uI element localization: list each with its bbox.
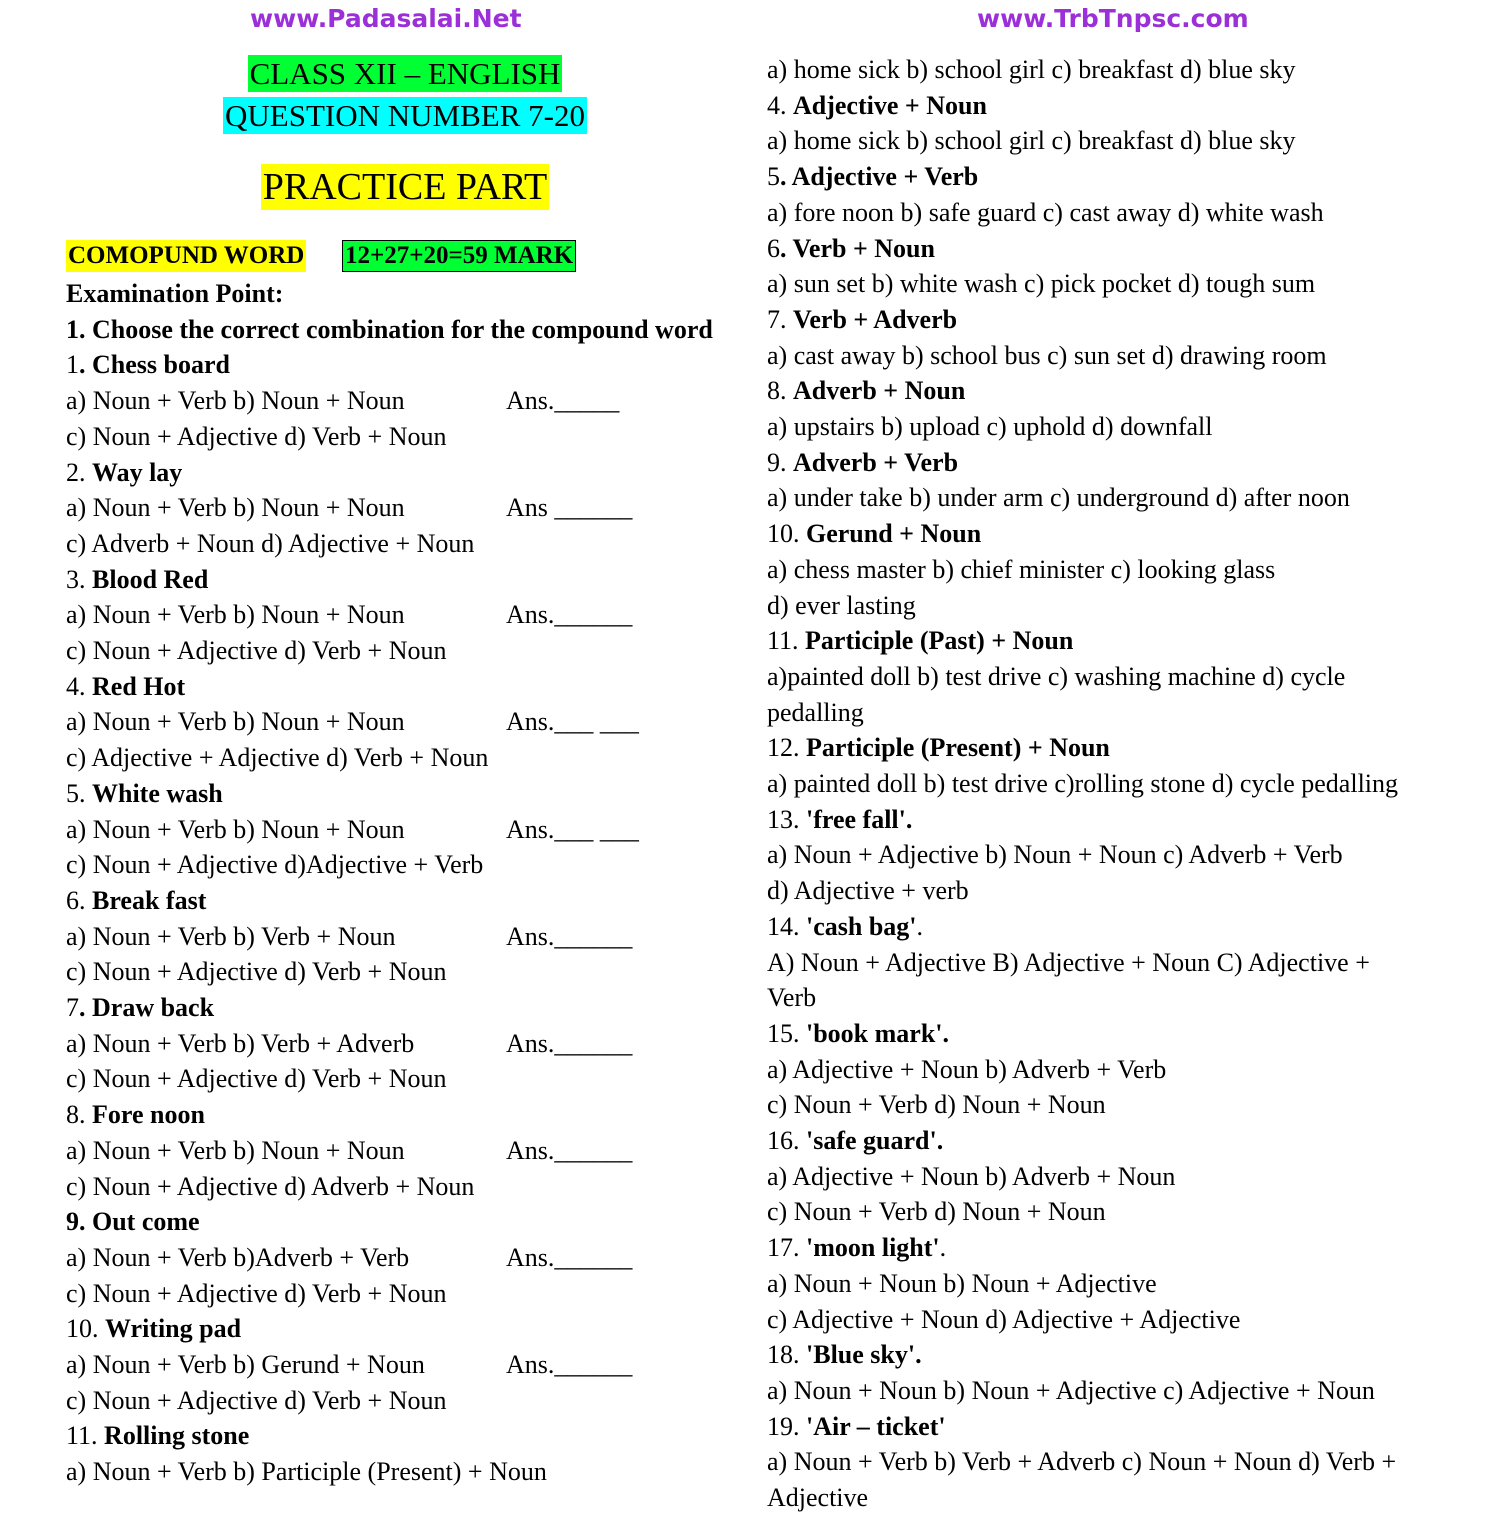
compound-word: Blood Red	[92, 564, 209, 594]
item-number: 14.	[767, 911, 806, 941]
options-text: c) Adjective + Adjective d) Verb + Noun	[66, 743, 489, 773]
options-text: c) Noun + Adjective d) Verb + Noun	[66, 957, 447, 987]
examination-point-heading	[66, 279, 283, 309]
options-text: a) Adjective + Noun b) Adverb + Noun	[767, 1161, 1176, 1191]
options-text: a) Noun + Verb b) Noun + Noun	[66, 814, 405, 844]
practice-part-title	[0, 164, 810, 210]
question-title	[66, 1100, 205, 1130]
item-number: 13.	[767, 804, 806, 834]
marks-tag: 12+27+20=59 MARK	[342, 240, 576, 272]
item-combination: 'moon light'	[806, 1233, 940, 1263]
options-text: c) Noun + Adjective d) Verb + Noun	[66, 421, 447, 451]
item-combination: . Adjective + Verb	[780, 162, 979, 192]
options-text: a) Noun + Verb b) Verb + Adverb	[66, 1028, 415, 1058]
question-options	[66, 957, 447, 987]
option-line	[767, 412, 1213, 442]
options-text: c) Noun + Adjective d)Adjective + Verb	[66, 850, 484, 880]
options-text: a) Noun + Verb b) Verb + Adverb c) Noun + Noun d) Verb +	[767, 1447, 1397, 1477]
item-title	[767, 1019, 949, 1049]
question-title	[66, 1314, 241, 1344]
question-title	[66, 1207, 200, 1237]
option-line	[767, 876, 969, 906]
question-options	[66, 1350, 633, 1380]
item-suffix: .	[939, 1233, 947, 1263]
question-options	[66, 1386, 447, 1416]
options-text: a)painted doll b) test drive c) washing machine d) cycle	[767, 661, 1346, 691]
item-title	[767, 1233, 946, 1263]
question-number: 5.	[66, 778, 92, 808]
question-title	[66, 672, 185, 702]
item-number: 17.	[767, 1233, 806, 1263]
item-suffix: .	[916, 911, 924, 941]
options-text: a) home sick b) school girl c) breakfast d) blue sky	[767, 55, 1296, 84]
option-line	[767, 1055, 1166, 1085]
options-text: a) Noun + Verb b) Noun + Noun	[66, 493, 405, 523]
item-combination: Adverb + Noun	[793, 376, 966, 406]
option-line	[767, 1269, 1157, 1299]
question-options	[66, 921, 633, 952]
options-text: c) Noun + Adjective d) Verb + Noun	[66, 1278, 447, 1308]
item-title	[767, 1126, 943, 1156]
option-line	[767, 1090, 1106, 1120]
option-line	[767, 126, 1296, 156]
question-title	[66, 458, 182, 488]
option-line	[767, 769, 1398, 799]
question-number: 1	[66, 350, 79, 380]
options-text: a) sun set b) white wash c) pick pocket d) tough sum	[767, 269, 1316, 299]
question-number: 3.	[66, 564, 92, 594]
option-line	[767, 1483, 868, 1513]
question-title	[66, 993, 214, 1023]
options-text: a) under take b) under arm c) underground d) after noon	[767, 483, 1350, 513]
item-number: 5	[767, 162, 780, 192]
item-title	[767, 448, 958, 478]
options-text: c) Noun + Adjective d) Verb + Noun	[66, 1385, 447, 1415]
item-combination: 'cash bag'	[806, 911, 917, 941]
options-text: a) fore noon b) safe guard c) cast away d) white wash	[767, 197, 1324, 227]
options-text: a) painted doll b) test drive c)rolling stone d) cycle pedalling	[767, 769, 1399, 798]
question-number-text: QUESTION NUMBER 7-20	[225, 98, 585, 133]
item-title	[767, 733, 1110, 763]
compound-word-tag: COMOPUND WORD	[66, 240, 306, 272]
option-line	[767, 1305, 1240, 1335]
item-combination: 'safe guard'.	[806, 1126, 944, 1155]
option-line	[767, 1162, 1175, 1192]
options-text: d) ever lasting	[767, 590, 916, 620]
options-text: a) Noun + Verb b) Noun + Noun	[66, 386, 405, 416]
site-link-trbtnpsc[interactable]: www.TrbTnpsc.com	[977, 4, 1249, 33]
answer-blank[interactable]: Ans.______	[506, 1242, 633, 1272]
item-title	[767, 376, 965, 406]
question-number: 7	[66, 993, 79, 1022]
compound-word: Red Hot	[92, 671, 186, 701]
option-line	[767, 698, 864, 728]
answer-blank[interactable]: Ans.___ ___	[506, 707, 639, 737]
item-number: 18.	[767, 1340, 806, 1370]
question-options	[66, 600, 633, 630]
item-title	[767, 519, 981, 549]
compound-word: . Draw back	[79, 993, 215, 1022]
item-title	[767, 234, 935, 264]
instruction-heading	[66, 315, 713, 345]
option-line	[767, 948, 1370, 978]
question-options	[66, 493, 633, 523]
item-number: 15.	[767, 1018, 806, 1048]
option-line	[767, 1376, 1375, 1406]
options-text: c) Noun + Adjective d) Verb + Noun	[66, 1064, 447, 1094]
class-title-text: CLASS XII – ENGLISH	[249, 56, 561, 91]
options-text: a) Noun + Verb b)Adverb + Verb	[66, 1242, 410, 1272]
answer-blank[interactable]: Ans.______	[506, 1028, 633, 1058]
answer-blank[interactable]: Ans ______	[506, 493, 633, 523]
question-number: 10.	[66, 1314, 105, 1344]
item-combination: Gerund + Noun	[806, 519, 982, 549]
instruction-text: 1. Choose the correct combination for the compound word	[66, 314, 713, 344]
item-number: 4.	[767, 90, 793, 120]
options-text: a) Noun + Verb b) Noun + Noun	[66, 600, 405, 630]
item-combination: Participle (Past) + Noun	[805, 626, 1074, 656]
option-line	[767, 55, 1296, 85]
option-line	[767, 1197, 1106, 1227]
options-text: a) Noun + Verb b) Verb + Noun	[66, 921, 396, 951]
question-number-title	[0, 97, 810, 134]
options-text: c) Adjective + Noun d) Adjective + Adjective	[767, 1304, 1241, 1334]
question-options	[66, 636, 447, 666]
class-title	[0, 55, 810, 92]
question-title	[66, 350, 230, 380]
options-text: a) upstairs b) upload c) uphold d) downfall	[767, 412, 1213, 441]
options-text: pedalling	[767, 697, 864, 727]
compound-word: 9. Out come	[66, 1207, 200, 1237]
options-text: c) Noun + Adjective d) Verb + Noun	[66, 636, 447, 665]
item-combination: Adverb + Verb	[793, 447, 959, 477]
question-options	[66, 814, 639, 845]
options-text: A) Noun + Adjective B) Adjective + Noun C) Adjective +	[767, 947, 1370, 977]
item-combination: 'Blue sky'.	[806, 1340, 922, 1370]
options-text: c) Noun + Verb d) Noun + Noun	[767, 1197, 1106, 1227]
compound-word: White wash	[92, 778, 223, 808]
site-link-padasalai[interactable]: www.Padasalai.Net	[250, 4, 522, 33]
item-title	[767, 162, 978, 192]
item-combination: Verb + Adverb	[793, 304, 958, 334]
item-combination: 'book mark'.	[806, 1018, 950, 1048]
question-title	[66, 886, 206, 916]
options-text: a) Noun + Noun b) Noun + Adjective	[767, 1268, 1157, 1298]
item-combination: Participle (Present) + Noun	[806, 733, 1110, 763]
answer-blank[interactable]: Ans.______	[506, 600, 633, 630]
options-text: a) Noun + Verb b) Noun + Noun	[66, 707, 405, 737]
question-title	[66, 565, 208, 595]
option-line	[767, 269, 1315, 299]
compound-word: Writing pad	[105, 1314, 242, 1344]
question-number: 2.	[66, 457, 92, 487]
option-line	[767, 840, 1343, 870]
question-options	[66, 707, 639, 737]
compound-word: Fore noon	[92, 1100, 205, 1130]
question-options	[66, 850, 483, 880]
answer-blank[interactable]: Ans._____	[506, 386, 620, 416]
compound-word: Way lay	[92, 457, 183, 487]
item-combination: 'free fall'.	[806, 804, 913, 834]
options-text: a) Noun + Verb b) Participle (Present) + Noun	[66, 1457, 547, 1487]
question-options	[66, 1172, 474, 1202]
options-text: d) Adjective + verb	[767, 876, 969, 906]
item-title	[767, 626, 1073, 656]
examination-point-text: Examination Point:	[66, 279, 284, 308]
compound-word: Break fast	[92, 885, 207, 915]
item-title	[767, 305, 957, 335]
question-options	[66, 1457, 547, 1487]
options-text: a) Noun + Verb b) Gerund + Noun	[66, 1350, 425, 1379]
item-number: 10.	[767, 519, 806, 549]
item-number: 16.	[767, 1126, 806, 1155]
options-text: c) Adverb + Noun d) Adjective + Noun	[66, 528, 475, 558]
compound-word: Rolling stone	[104, 1421, 250, 1451]
answer-blank[interactable]: Ans.______	[506, 1135, 633, 1165]
question-options	[66, 529, 474, 559]
question-options	[66, 743, 488, 773]
compound-word: . Chess board	[79, 350, 230, 380]
option-line	[767, 983, 816, 1013]
question-options	[66, 1135, 633, 1166]
question-options	[66, 422, 447, 452]
item-number: 11.	[767, 626, 806, 656]
item-title	[767, 1340, 922, 1370]
option-line	[767, 591, 916, 621]
item-combination: . Verb + Noun	[780, 233, 935, 263]
item-number: 6	[767, 233, 780, 263]
item-title	[767, 91, 987, 121]
question-options	[66, 386, 620, 416]
item-title	[767, 1412, 946, 1442]
option-line	[767, 662, 1345, 692]
item-number: 19.	[767, 1411, 806, 1441]
item-number: 8.	[767, 376, 793, 406]
item-number: 7.	[767, 304, 793, 334]
item-combination: 'Air – ticket'	[806, 1411, 946, 1441]
question-number: 8.	[66, 1100, 92, 1130]
question-options	[66, 1242, 633, 1273]
answer-blank[interactable]: Ans.___ ___	[506, 814, 639, 844]
options-text: a) Noun + Noun b) Noun + Adjective c) Adjective + Noun	[767, 1375, 1375, 1405]
options-text: a) cast away b) school bus c) sun set d) drawing room	[767, 340, 1327, 370]
options-text: c) Noun + Adjective d) Adverb + Noun	[66, 1171, 475, 1201]
options-text: a) chess master b) chief minister c) looking glass	[767, 554, 1276, 584]
question-number: 4.	[66, 671, 92, 701]
question-options	[66, 1279, 447, 1309]
options-text: Verb	[767, 983, 817, 1013]
item-title	[767, 912, 923, 942]
question-title	[66, 779, 223, 809]
item-combination: Adjective + Noun	[793, 90, 987, 120]
options-text: Adjective	[767, 1483, 869, 1512]
options-text: a) home sick b) school girl c) breakfast d) blue sky	[767, 126, 1296, 156]
options-text: c) Noun + Verb d) Noun + Noun	[767, 1090, 1106, 1120]
question-title	[66, 1421, 249, 1451]
option-line	[767, 198, 1324, 228]
options-text: a) Noun + Adjective b) Noun + Noun c) Adverb + Verb	[767, 840, 1343, 870]
option-line	[767, 1447, 1396, 1477]
item-title	[767, 805, 912, 835]
question-number: 6.	[66, 885, 92, 915]
answer-blank[interactable]: Ans.______	[506, 1350, 633, 1379]
question-number: 11.	[66, 1421, 105, 1451]
question-options	[66, 1064, 447, 1094]
option-line	[767, 341, 1327, 371]
practice-part-text: PRACTICE PART	[262, 166, 548, 208]
options-text: a) Adjective + Noun b) Adverb + Verb	[767, 1054, 1167, 1084]
item-number: 9.	[767, 447, 793, 477]
question-options	[66, 1028, 633, 1059]
option-line	[767, 483, 1350, 513]
options-text: a) Noun + Verb b) Noun + Noun	[66, 1135, 405, 1165]
item-number: 12.	[767, 733, 806, 763]
option-line	[767, 555, 1275, 585]
answer-blank[interactable]: Ans.______	[506, 921, 633, 951]
